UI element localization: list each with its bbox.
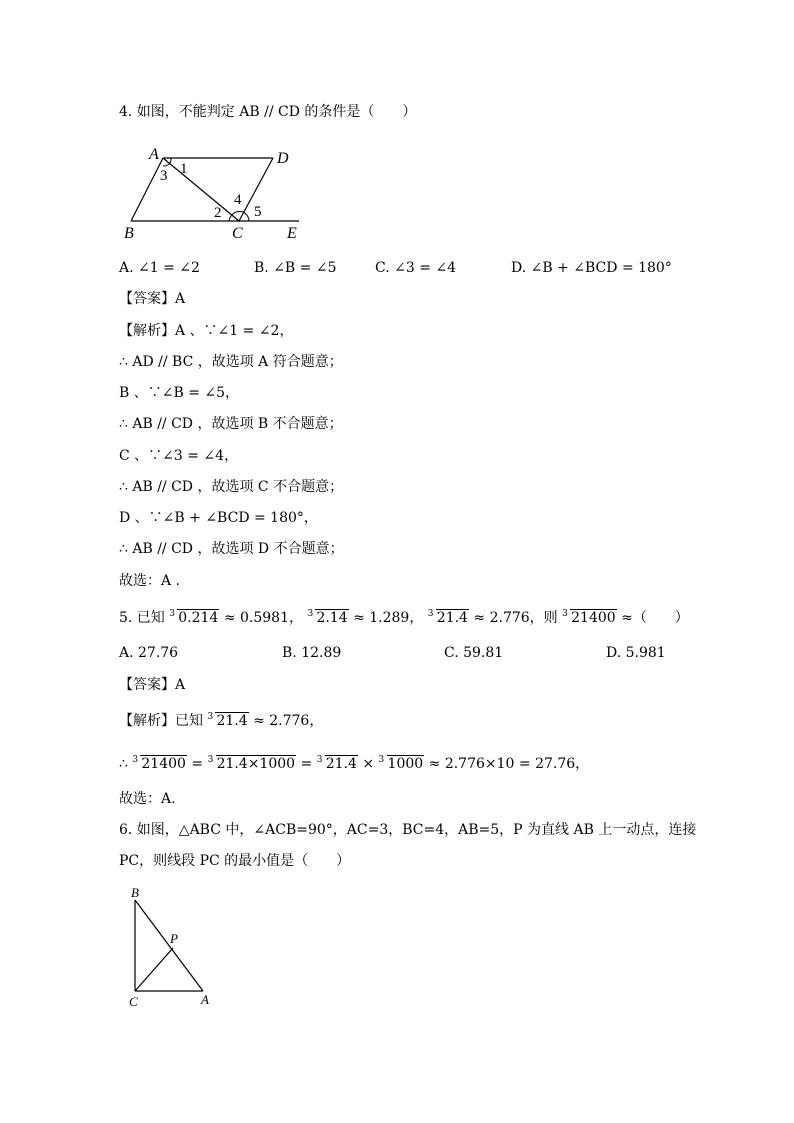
q5-analysis: 【解析】已知 3 21.4 ≈ 2.776， (119, 712, 324, 729)
q4-option-c: C. ∠3 = ∠4 (375, 260, 457, 276)
q4-label-3: 3 (160, 168, 168, 184)
q4-label-C: C (232, 225, 243, 242)
q4-label-B: B (124, 225, 134, 242)
q4-analysis-line: ∴ AB // CD ，故选项 B 不合题意； (119, 416, 343, 432)
q6-label-A: A (201, 992, 209, 1007)
q4-analysis-line: B 、∵∠B = ∠5， (119, 385, 240, 401)
q4-label-5: 5 (254, 204, 262, 220)
q5-stem: 5. 已知 3 0.214 ≈ 0.5981， 3 2.14 ≈ 1.289， 3 21.4 ≈ 2.776，则 3 21400 ≈（ ） (119, 609, 689, 626)
q4-analysis-line: 【解析】A 、∵∠1 = ∠2， (119, 323, 294, 339)
q4-figure (119, 142, 319, 242)
q4-analysis-line: D 、∵∠B + ∠BCD = 180°， (119, 510, 318, 526)
q4-label-A: A (149, 146, 159, 163)
q4-label-1: 1 (180, 161, 188, 177)
q4-option-d: D. ∠B + ∠BCD = 180° (511, 260, 672, 276)
q6-label-C: C (129, 994, 138, 1009)
q6-label-P: P (170, 931, 178, 946)
cube-root: 3 1000 (378, 755, 424, 772)
q5-option-a: A. 27.76 (119, 645, 179, 661)
q5-option-b: B. 12.89 (282, 645, 342, 661)
q4-option-b: B. ∠B = ∠5 (254, 260, 337, 276)
q6-stem-line2: PC，则线段 PC 的最小值是（ ） (119, 853, 351, 869)
q4-analysis-line: 故选：A . (119, 573, 181, 589)
cube-root: 3 21.4×1000 (207, 755, 296, 772)
q6-figure (119, 882, 229, 1012)
q4-label-4: 4 (234, 192, 242, 208)
q4-label-E: E (287, 225, 297, 242)
q6-label-B: B (131, 885, 139, 900)
q5-option-c: C. 59.81 (444, 645, 504, 661)
q4-stem: 4. 如图，不能判定 AB // CD 的条件是（ ） (119, 104, 417, 120)
cube-root: 3 21.4 (207, 712, 248, 729)
q5-calculation: ∴ 3 21400 = 3 21.4×1000 = 3 21.4 × 3 1000 ≈ 2.776×10 = 27.76， (119, 755, 590, 772)
cube-root: 3 0.214 (169, 609, 219, 626)
cube-root: 3 2.14 (307, 609, 348, 626)
q4-analysis-line: ∴ AB // CD ，故选项 D 不合题意； (119, 541, 344, 557)
q5-answer: 【答案】A (119, 677, 186, 693)
q5-conclusion: 故选：A. (119, 791, 176, 807)
q6-stem-line1: 6. 如图，△ABC 中，∠ACB=90°，AC=3，BC=4，AB=5，P 为直线 AB 上一动点，连接 (119, 822, 697, 838)
cube-root: 3 21.4 (316, 755, 357, 772)
q4-analysis-line: C 、∵∠3 = ∠4， (119, 448, 239, 464)
q4-analysis-line: ∴ AB // CD ，故选项 C 不合题意； (119, 479, 344, 495)
q4-option-a: A. ∠1 = ∠2 (119, 260, 200, 276)
cube-root: 3 21.4 (427, 609, 468, 626)
q5-option-d: D. 5.981 (606, 645, 666, 661)
q4-label-2: 2 (214, 205, 222, 221)
q4-answer: 【答案】A (119, 291, 186, 307)
q4-label-D: D (277, 150, 289, 167)
q4-analysis-line: ∴ AD // BC ，故选项 A 符合题意； (119, 354, 343, 370)
cube-root: 3 21400 (132, 755, 186, 772)
cube-root: 3 21400 (562, 609, 616, 626)
